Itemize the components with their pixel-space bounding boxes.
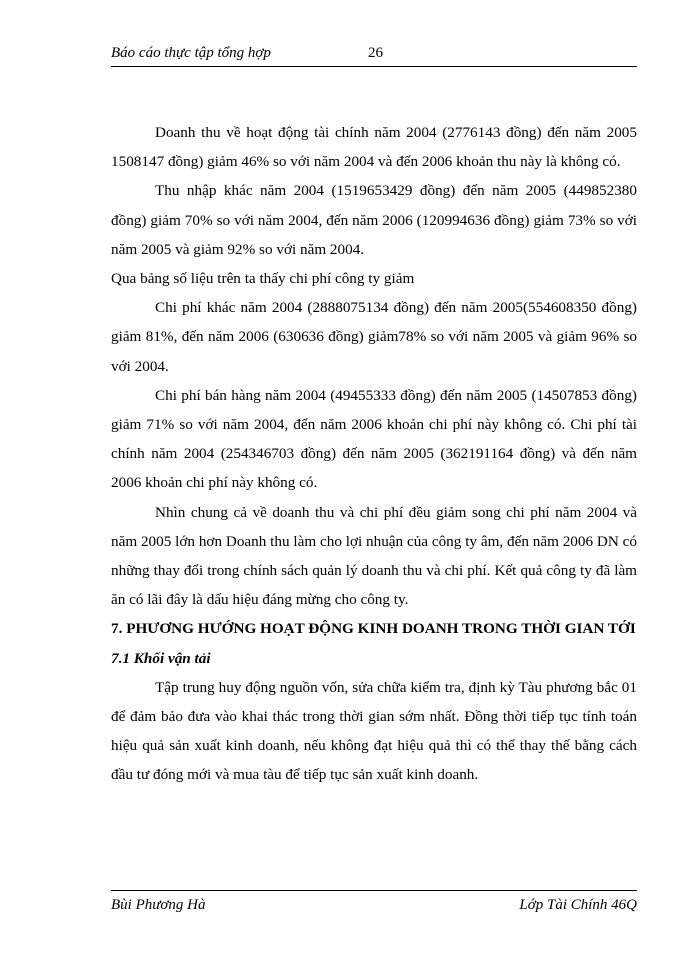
paragraph-transport: Tập trung huy động nguồn vốn, sửa chữa kiểm tra, định kỳ Tàu phương bắc 01 để đảm bảo đưa vào khai thác trong thời gian sớm nhất. Đồng thời tiếp tục tính toán hiệu quả sản xuất kinh doanh, nếu không đạt hiệu quả thì có thể thay thế bằng cách đầu tư đóng mới và mua tàu để tiếp tục sản xuất kinh doanh. <box>111 678 637 784</box>
paragraph-other-income: Thu nhập khác năm 2004 (1519653429 đồng) đến năm 2005 (449852380 đồng) giảm 70% so với năm 2004, đến năm 2006 (120994636 đồng) giảm 73% so với năm 2005 và giảm 92% so với năm 2004. <box>111 182 637 258</box>
paragraph-selling-costs: Chi phí bán hàng năm 2004 (49455333 đồng) đến năm 2005 (14507853 đồng) giảm 71% so với năm 2004, đến năm 2006 khoản chi phí này không có. Chi phí tài chính năm 2004 (254346703 đồng) đến năm 2005 (362191164 đồng) và đến năm 2006 khoản chi phí này không có. <box>111 386 637 492</box>
author-name: Bùi Phương Hà <box>111 897 206 913</box>
page-header <box>111 40 637 67</box>
paragraph-cost-summary: Qua bảng số liệu trên ta thấy chi phí công ty giảm <box>111 270 415 288</box>
paragraph-financial-revenue: Doanh thu về hoạt động tài chính năm 2004 (2776143 đồng) đến năm 2005 1508147 đồng) giảm 46% so với năm 2004 và đến 2006 khoản thu này là không có. <box>111 124 637 171</box>
section-heading: 7. PHƯƠNG HƯỚNG HOẠT ĐỘNG KINH DOANH TRONG THỜI GIAN TỚI <box>111 620 636 638</box>
paragraph-other-costs: Chi phí khác năm 2004 (2888075134 đồng) đến năm 2005(554608350 đồng) giảm 81%, đến năm 2006 (630636 đồng) giảm78% so với năm 2005 và giảm 96% so với 2004. <box>111 299 637 375</box>
subsection-heading: 7.1 Khối vận tải <box>111 649 211 667</box>
page-footer <box>111 890 637 921</box>
paragraph-overall: Nhìn chung cả về doanh thu và chi phí đều giảm song chi phí năm 2004 và năm 2005 lớn hơn Doanh thu làm cho lợi nhuận của công ty âm, đến năm 2006 DN có những thay đổi trong chính sách quản lý doanh thu và chi phí. Kết quả công ty đã làm ăn có lãi đây là dấu hiệu đáng mừng cho công ty. <box>111 503 637 609</box>
class-name: Lớp Tài Chính 46Q <box>519 897 637 913</box>
document-body <box>111 118 637 790</box>
page-number: 26 <box>368 45 383 61</box>
report-title: Báo cáo thực tập tổng hợp <box>111 45 271 61</box>
